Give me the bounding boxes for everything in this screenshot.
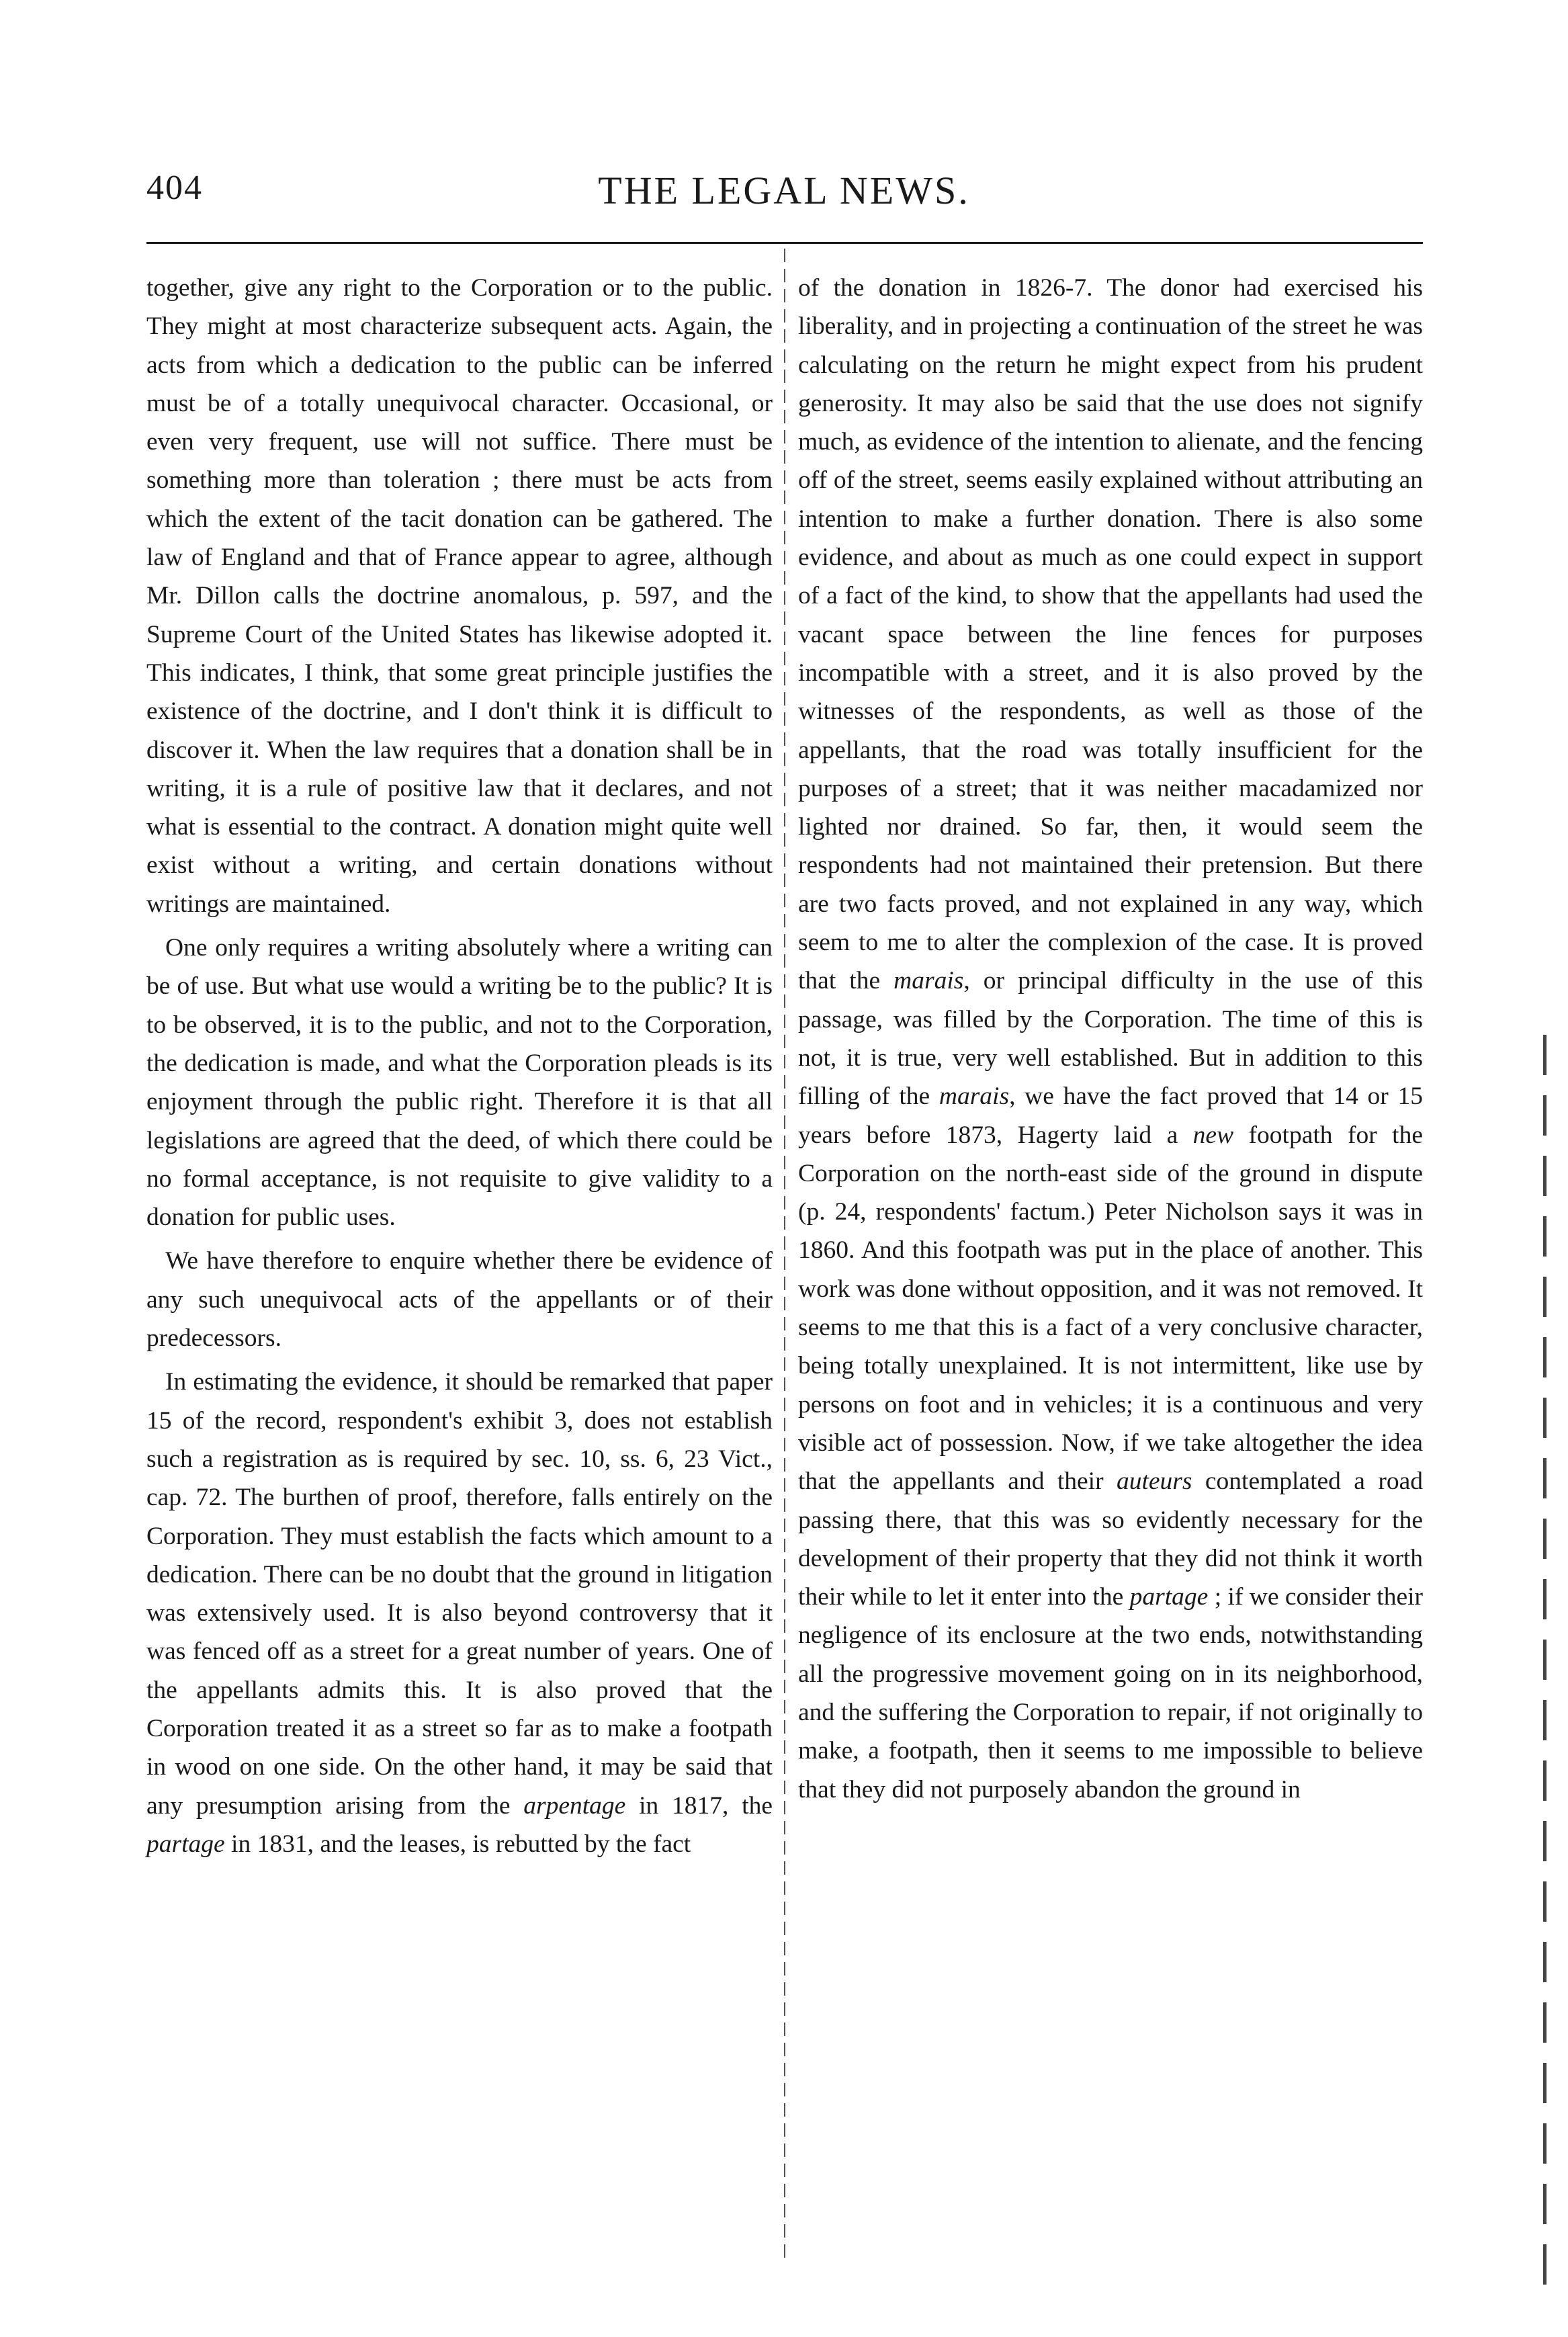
right-column [798, 269, 1423, 1809]
text-run: contemplated a road passing there, that this was so evidently necessary for the development of their property that they did not think it worth their while to let it enter into the [798, 1468, 1423, 1611]
italic-term: marais [939, 1082, 1010, 1111]
italic-term: auteurs [1116, 1468, 1192, 1496]
page-edge-marks [1543, 1035, 1547, 2298]
text-run: in 1831, and the leases, is rebutted by the fact [224, 1830, 691, 1858]
text-run: of the donation in 1826-7. The donor had exercised his liberality, and in projecting a continuation of the street he was calculating on the return he might expect from his prudent generosity. It may also be said that the use does not signify much, as evidence of the intention to alienate, and the fencing off of the street, seems easily explained without attributing an intention to make a further donation. There is also some evidence, and about as much as one could expect in support of a fact of the kind, to show that the appellants had used the vacant space between the line fences for purposes incompatible with a street, and it is also proved by the witnesses of the respondents, as well as those of the appellants, that the road was totally insufficient for the purposes of a street; that it was neither macadamized nor lighted nor drained. So far, then, it would seem the respondents had not maintained their pretension. But there are two facts proved, and not explained in any way, which seem to me to alter the complexion of the case. It is proved that the [798, 274, 1423, 995]
left-paragraph-2: One only requires a writing absolutely where a writing can be of use. But what use would a writing be to the public? It is to be observed, it is to the public, and not to the Corporation, the dedication is made, and what the Corporation pleads is its enjoyment through the public right. Therefore it is that all legislations are agreed that the deed, of which there could be no formal acceptance, is not requisite to give validity to a donation for public uses. [146, 934, 773, 1232]
left-paragraph-3: We have therefore to enquire whether there be evidence of any such unequivocal acts of the appellants or of their predecessors. [146, 1247, 773, 1353]
right-paragraph-1 [798, 269, 1423, 1809]
text-run: In estimating the evidence, it should be remarked that paper 15 of the record, respondent's exhibit 3, does not establish such a registration as is required by sec. 10, ss. 6, 23 Vict., cap. 72. The burthen of proof, therefore, falls entirely on the Corporation. They must establish the facts which amount to a dedication. There can be no doubt that the ground in litigation was extensively used. It is also beyond controversy that it was fenced off as a street for a great number of years. One of the appellants admits this. It is also proved that the Corporation treated it as a street so far as to make a footpath in wood on one side. On the other hand, it may be said that any presumption arising from the [146, 1368, 773, 1820]
text-run: , we have the fact proved that 14 or 15 years before 1873, Hagerty laid a [798, 1082, 1424, 1149]
running-head-title: THE LEGAL NEWS. [598, 169, 970, 212]
left-paragraph-1: together, give any right to the Corporation or to the public. They might at most characterize subsequent acts. Again, the acts from which a dedication to the public can be inferred must be of a totally unequivocal character. Occasional, or even very frequent, use will not suffice. There must be something more than toleration ; there must be acts from which the extent of the tacit donation can be gathered. The law of England and that of France appear to agree, although Mr. Dillon calls the doctrine anomalous, p. 597, and the Supreme Court of the United States has likewise adopted it. This indicates, I think, that some great principle justifies the existence of the doctrine, and I don't think it is difficult to discover it. When the law requires that a donation shall be in writing, it is a rule of positive law that it declares, and not what is essential to the contract. A donation might quite well exist without a writing, and certain donations without writings are maintained. [146, 274, 773, 918]
text-run: in 1817, the [625, 1791, 773, 1820]
text-run: , or principal difficulty in the use of this passage, was filled by the Corporation. The time of this is not, it is true, very well established. But in addition to this filling of the [798, 967, 1423, 1111]
text-run: footpath for the Corporation on the north-east side of the ground in dispute (p. 24, respondents' factum.) Peter Nicholson says it was in 1860. And this footpath was put in the place of another. This work was done without opposition, and it was not removed. It seems to me that this is a fact of a very conclusive character, being totally unexplained. It is not intermittent, like use by persons on foot and in vehicles; it is a continuous and very visible act of possession. Now, if we take altogether the idea that the appellants and their [798, 1121, 1423, 1496]
text-run: ; if we consider their negligence of its enclosure at the two ends, notwithstanding all the progressive movement going on in its neighborhood, and the suffering the Corporation to repair, if not originally to make, a footpath, then it seems to me impossible to believe that they did not purposely abandon the ground in [798, 1583, 1424, 1803]
italic-term: arpentage [523, 1791, 626, 1820]
italic-term: new [1192, 1121, 1234, 1149]
column-divider [784, 249, 785, 2258]
left-paragraph-4 [146, 1363, 773, 1863]
header-rule [146, 242, 1423, 244]
italic-term: partage [146, 1830, 225, 1858]
italic-term: partage [1129, 1583, 1209, 1611]
page-number: 404 [146, 169, 203, 207]
left-column [146, 269, 773, 1863]
italic-term: marais [894, 967, 964, 995]
